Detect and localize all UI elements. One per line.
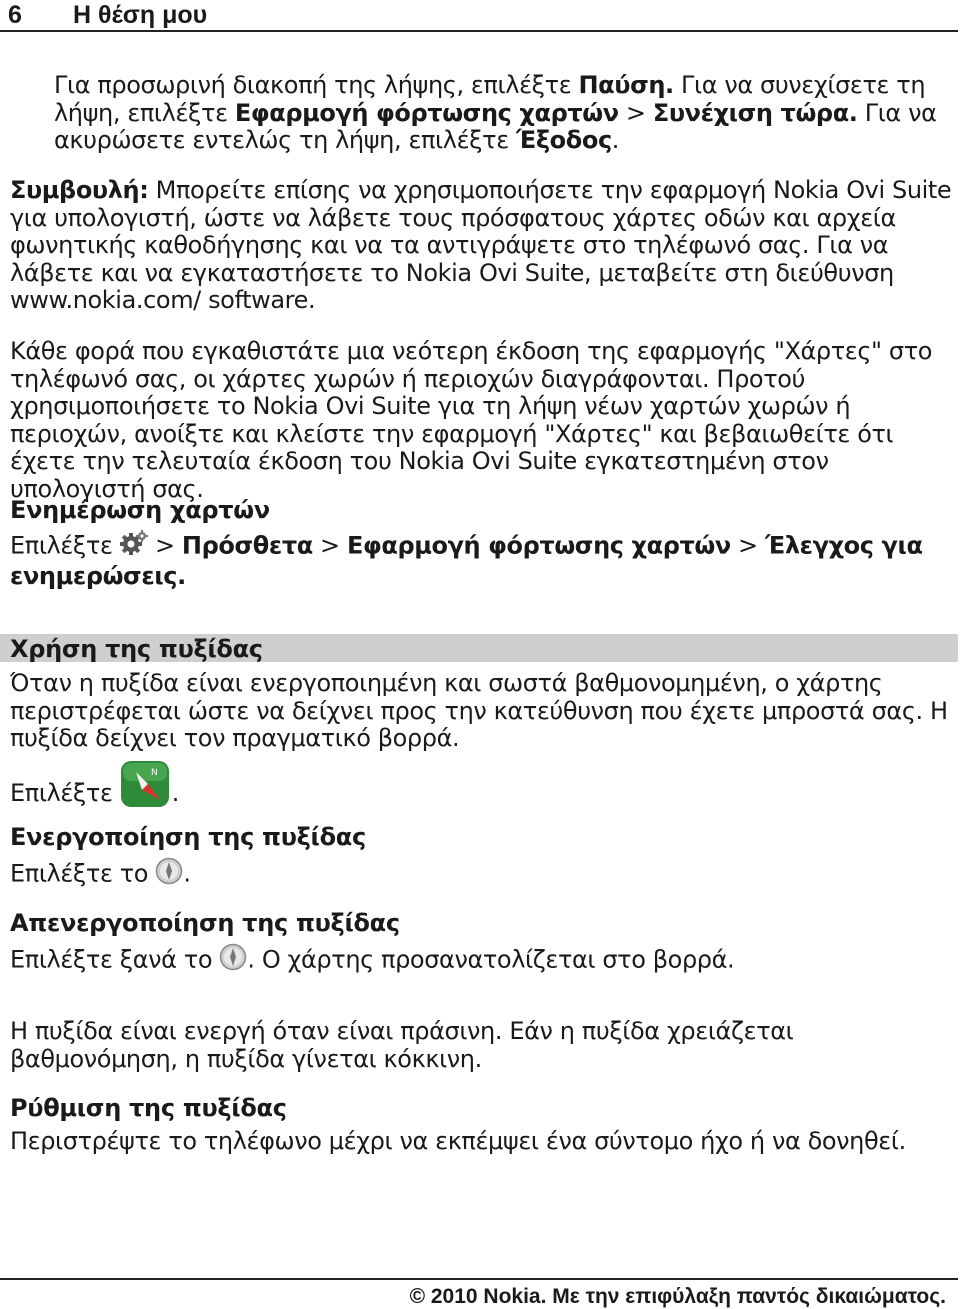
compass-button-icon bbox=[155, 857, 183, 892]
extras-option: Πρόσθετα bbox=[181, 531, 313, 560]
compass-app-icon bbox=[120, 760, 172, 828]
svg-text:N: N bbox=[150, 768, 158, 778]
deactivate-heading: Απενεργοποίηση της πυξίδας bbox=[10, 909, 400, 937]
calibrate-heading: Ρύθμιση της πυξίδας bbox=[10, 1094, 287, 1122]
pause-option: Παύση. bbox=[578, 71, 674, 99]
activate-instructions: Επιλέξτε το . bbox=[10, 857, 955, 892]
deactivate-instructions: Επιλέξτε ξανά το . Ο χάρτης προσανατολίζεται στο βορρά. bbox=[10, 943, 955, 978]
copyright-notice: © 2010 Nokia. Με την επιφύλαξη παντός δικαιώματος. bbox=[409, 1285, 946, 1308]
section-title-bar bbox=[0, 634, 958, 662]
check-updates-option: Έλεγχος για ενημερώσεις. bbox=[10, 531, 923, 590]
compass-intro: Όταν η πυξίδα είναι ενεργοποιημένη και σωστά βαθμονομημένη, ο χάρτης περιστρέφεται ώστε να δείχνει προς την κατεύθυνση που έχετε μπροστά σας. Η πυξίδα δείχνει τον πραγματικό βορρά. bbox=[10, 669, 948, 752]
compass-section-title: Χρήση της πυξίδας bbox=[10, 635, 263, 663]
update-maps-instructions: Επιλέξτε > Πρόσθετα > Εφαρμογή φόρτωσης χαρτών > Έλεγχος για ενημερώσεις. bbox=[10, 531, 923, 590]
activate-heading: Ενεργοποίηση της πυξίδας bbox=[10, 823, 366, 851]
map-loader-option: Εφαρμογή φόρτωσης χαρτών bbox=[234, 98, 619, 127]
tip-paragraph: Συμβουλή: Μπορείτε επίσης να χρησιμοποιήσετε την εφαρμογή Nokia Ovi Suite για υπολογιστή, ώστε να λάβετε τους πρόσφατους χάρτες οδών και αρχεία φωνητικής καθοδήγησης και να τα αντιγράψετε στο τηλέφωνό σας. Για να λάβετε και να εγκαταστήσετε το Nokia Ovi Suite, μεταβείτε στη διεύθυνση www.nokia.com/ software. bbox=[10, 176, 952, 314]
compass-button-icon bbox=[219, 943, 247, 978]
map-loader-option: Εφαρμογή φόρτωσης χαρτών bbox=[347, 531, 731, 560]
update-maps-heading: Ενημέρωση χαρτών bbox=[10, 496, 270, 524]
gear-icon bbox=[120, 530, 148, 563]
install-note: Κάθε φορά που εγκαθιστάτε μια νεότερη έκδοση της εφαρμογής "Χάρτες" στο τηλέφωνό σας, οι χάρτες χωρών ή περιοχών διαγράφονται. Προτού χρησιμοποιήσετε το Nokia Ovi Suite για τη λήψη νέων χαρτών χωρών ή περιοχών, ανοίξτε και κλείστε την εφαρμογή "Χάρτες" και βεβαιωθείτε ότι έχετε την τελευταία έκδοση του Nokia Ovi Suite εγκατεστημένη στον υπολογιστή σας. bbox=[10, 337, 933, 503]
calibrate-instructions: Περιστρέψτε το τηλέφωνο μέχρι να εκπέμψει ένα σύντομο ήχο ή να δονηθεί. bbox=[10, 1127, 906, 1155]
compass-status-note: Η πυξίδα είναι ενεργή όταν είναι πράσινη. Εάν η πυξίδα χρειάζεται βαθμονόμηση, η πυξίδα γίνεται κόκκινη. bbox=[10, 1017, 794, 1073]
exit-option: Έξοδος bbox=[516, 126, 612, 154]
compass-select-line: Επιλέξτε N . bbox=[10, 760, 955, 828]
download-paragraph: Για προσωρινή διακοπή της λήψης, επιλέξτε Παύση. Για να συνεχίσετε τη λήψη, επιλέξτε Εφαρμογή φόρτωσης χαρτών > Συνέχιση τώρα. Για να ακυρώσετε εντελώς τη λήψη, επιλέξτε Έξοδος. bbox=[54, 71, 937, 154]
tip-label: Συμβουλή: bbox=[10, 176, 149, 204]
page-header bbox=[0, 0, 958, 32]
resume-now-option: Συνέχιση τώρα. bbox=[652, 98, 858, 127]
chapter-title: Η θέση μου bbox=[73, 1, 208, 29]
page-number: 6 bbox=[8, 1, 22, 29]
page-footer bbox=[0, 1278, 958, 1308]
